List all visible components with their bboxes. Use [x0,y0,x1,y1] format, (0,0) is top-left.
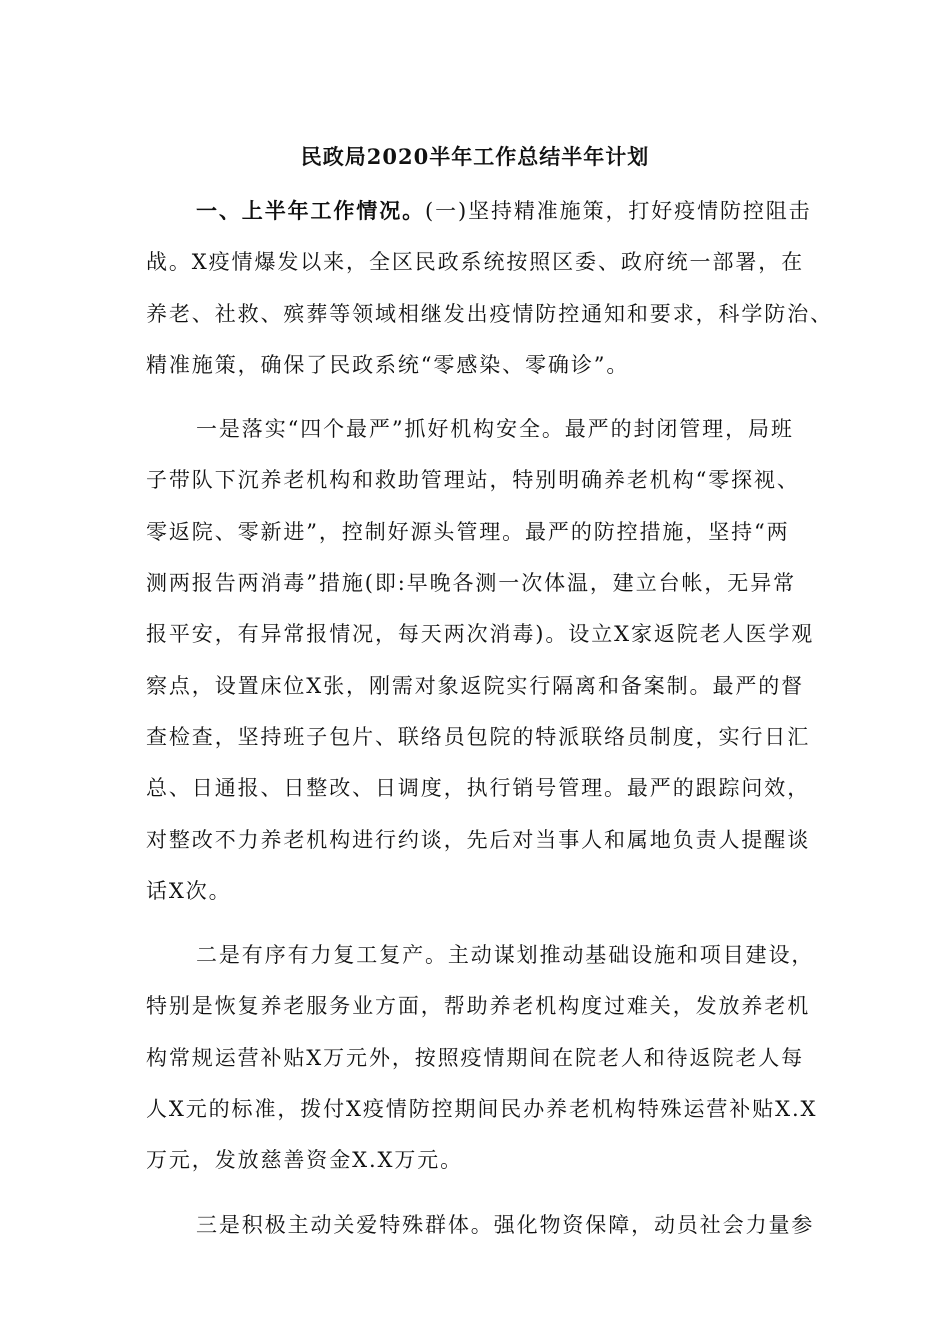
document-title: 民政局2020半年工作总结半年计划 [300,144,650,169]
paragraph-line: 子带队下沉养老机构和救助管理站，特别明确养老机构“零探视、 [146,468,800,493]
paragraph-spacer [146,1194,826,1207]
paragraph-line: 察点，设置床位X张，刚需对象返院实行隔离和备案制。最严的督 [146,673,805,698]
paragraph-line: 精准施策，确保了民政系统“零感染、零确诊”。 [146,352,630,377]
paragraph-line: 二是有序有力复工复产。主动谋划推动基础设施和项目建设， [196,943,815,968]
paragraph-line: 测两报告两消毒”措施(即:早晚各测一次体温，建立台帐，无异常 [146,571,797,596]
paragraph-line: 人X元的标准，拨付X疫情防控期间民办养老机构特殊运营补贴X.X [146,1097,818,1122]
paragraph-text: (一)坚持精准施策，打好疫情防控阻击 [425,199,812,223]
paragraph-line: 战。X疫情爆发以来，全区民政系统按照区委、政府统一部署，在 [146,250,805,275]
paragraph-spacer [146,924,826,937]
section-heading: 一、上半年工作情况。 [196,198,425,223]
paragraph-line: 查检查，坚持班子包片、联络员包院的特派联络员制度，实行日汇 [146,724,811,749]
paragraph-line: 对整改不力养老机构进行约谈，先后对当事人和属地负责人提醒谈 [146,827,811,852]
paragraph-line: 万元，发放慈善资金X.X万元。 [146,1148,464,1173]
paragraph-line: 报平安，有异常报情况，每天两次消毒)。设立X家返院老人医学观 [146,622,815,647]
paragraph-line: 总、日通报、日整改、日调度，执行销号管理。最严的跟踪问效， [146,776,811,801]
paragraph-line: 三是积极主动关爱特殊群体。强化物资保障，动员社会力量参 [196,1212,815,1237]
paragraph-line: 话X次。 [146,878,232,903]
paragraph-line: 特别是恢复养老服务业方面，帮助养老机构度过难关，发放养老机 [146,994,811,1019]
document-body [146,193,833,1258]
paragraph-line [146,193,826,244]
paragraph-line: 一是落实“四个最严”抓好机构安全。最严的封闭管理，局班 [196,417,794,442]
paragraph-line: 零返院、零新进”，控制好源头管理。最严的防控措施，坚持“两 [146,519,790,544]
paragraph-spacer [146,398,826,411]
paragraph-line: 构常规运营补贴X万元外，按照疫情期间在院老人和待返院老人每 [146,1045,805,1070]
paragraph-line: 养老、社救、殡葬等领域相继发出疫情防控通知和要求，科学防治、 [146,301,833,326]
